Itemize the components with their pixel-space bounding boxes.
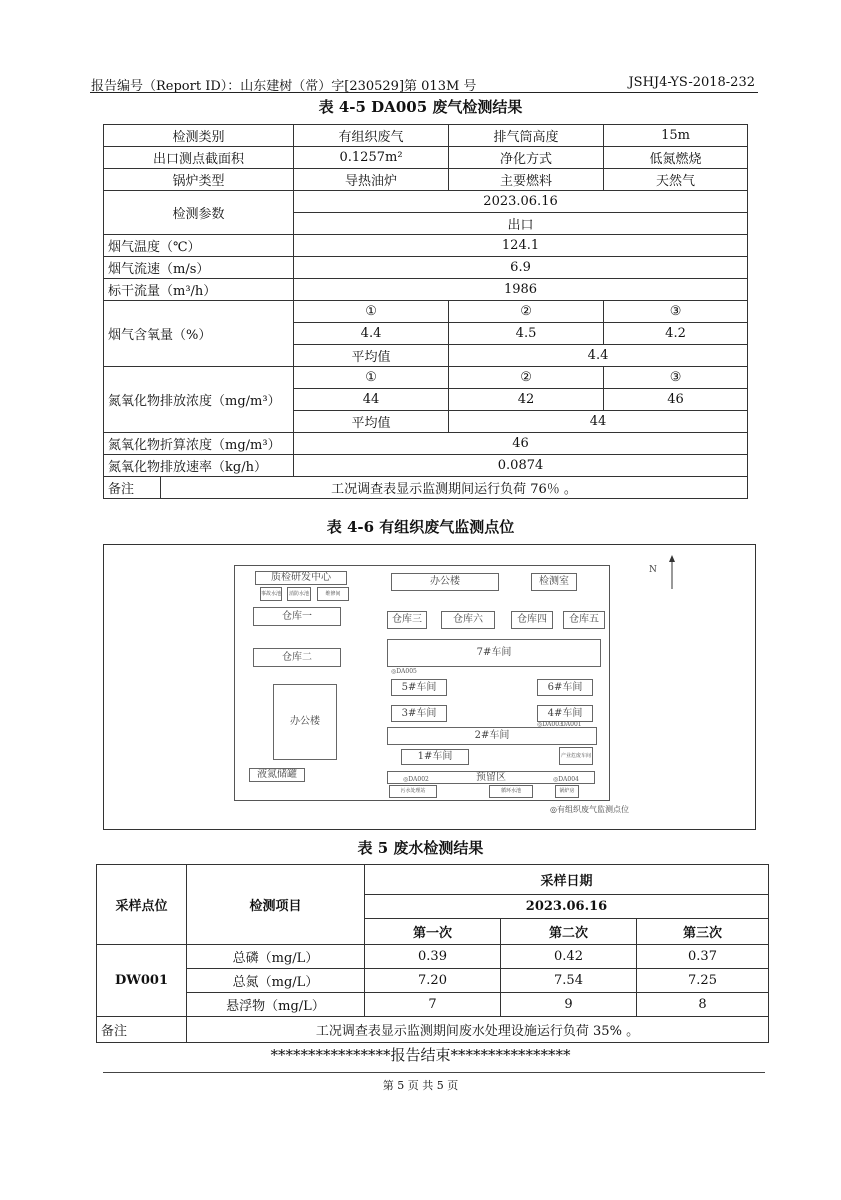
repair-room: 维修间 (317, 587, 349, 601)
avg-value: 44 (449, 411, 748, 433)
sampling-point: 出口 (294, 213, 748, 235)
da002-marker: ◎DA002 (403, 776, 429, 783)
sewage-station: 污水处理站 (389, 785, 437, 798)
cell-label: 排气筒高度 (449, 125, 604, 147)
cell-value: 天然气 (604, 169, 748, 191)
workshop-2: 2#车间 (387, 727, 597, 745)
workshop-6: 6#车间 (537, 679, 593, 696)
cell-label: 出口测点截面积 (104, 147, 294, 169)
hazardous-waste: 产业危废车间 (559, 747, 593, 765)
item-label: 总氮（mg/L） (187, 969, 365, 993)
item-value: 0.42 (501, 945, 637, 969)
note-label: 备注 (104, 477, 161, 499)
wastewater-table (96, 864, 769, 1043)
param-label: 检测参数 (104, 191, 294, 235)
da003-marker: ◎DA003 (537, 721, 563, 728)
fire-pool: 消防水池 (287, 587, 311, 601)
page-number: 第 5 页 共 5 页 (382, 1079, 459, 1092)
report-id: 报告编号（Report ID）：山东建树（常）字[230529]第 013M 号 (91, 79, 477, 94)
footer-rule (103, 1072, 765, 1073)
workshop-4: 4#车间 (537, 705, 593, 722)
warehouse-4: 仓库四 (511, 611, 553, 629)
run-value: 4.4 (294, 323, 449, 345)
row-value: 124.1 (294, 235, 748, 257)
item-value: 7.54 (501, 969, 637, 993)
run-index: ② (449, 301, 604, 323)
site-map (103, 544, 756, 830)
workshop-7: 7#车间 (387, 639, 601, 667)
north-label: N (649, 565, 657, 575)
header-run: 第二次 (501, 919, 637, 945)
run-index: ③ (604, 301, 748, 323)
warehouse-6: 仓库六 (441, 611, 495, 629)
table-5-caption: 表 5 废水检测结果 (357, 839, 484, 857)
row-value: 46 (294, 433, 748, 455)
note-label: 备注 (97, 1017, 187, 1043)
qc-center: 质检研发中心 (255, 571, 347, 585)
row-label: 烟气温度（℃） (104, 235, 294, 257)
da004-marker: ◎DA004 (553, 776, 579, 783)
row-label: 氮氧化物折算浓度（mg/m³） (104, 433, 294, 455)
item-label: 悬浮物（mg/L） (187, 993, 365, 1017)
header-run: 第一次 (365, 919, 501, 945)
header-run: 第三次 (637, 919, 769, 945)
cell-value: 低氮燃烧 (604, 147, 748, 169)
row-value: 0.0874 (294, 455, 748, 477)
row-value: 6.9 (294, 257, 748, 279)
reserved-area: 预留区 (387, 771, 595, 784)
site-boundary (234, 565, 610, 801)
warehouse-1: 仓库一 (253, 607, 341, 626)
office-top: 办公楼 (391, 573, 499, 591)
warehouse-3: 仓库三 (387, 611, 427, 629)
run-index: ② (449, 367, 604, 389)
item-value: 8 (637, 993, 769, 1017)
row-label: 氮氧化物排放速率（kg/h） (104, 455, 294, 477)
cell-label: 净化方式 (449, 147, 604, 169)
header-item: 检测项目 (187, 865, 365, 945)
cell-value: 15m (604, 125, 748, 147)
run-value: 44 (294, 389, 449, 411)
item-label: 总磷（mg/L） (187, 945, 365, 969)
run-index: ① (294, 301, 449, 323)
map-legend: ◎有组织废气监测点位 (550, 805, 629, 814)
item-value: 7 (365, 993, 501, 1017)
run-value: 42 (449, 389, 604, 411)
sampling-point: DW001 (97, 945, 187, 1017)
cell-label: 锅炉类型 (104, 169, 294, 191)
lab: 检测室 (531, 573, 577, 591)
da001-marker: DA001 (561, 721, 582, 728)
avg-value: 4.4 (449, 345, 748, 367)
item-value: 0.37 (637, 945, 769, 969)
da005-marker: ◎DA005 (391, 668, 417, 675)
note-text: 工况调查表显示监测期间废水处理设施运行负荷 35% 。 (187, 1017, 769, 1043)
item-value: 7.20 (365, 969, 501, 993)
table-4-6-caption: 表 4-6 有组织废气监测点位 (326, 518, 515, 536)
avg-label: 平均值 (294, 345, 449, 367)
table-4-5-caption: 表 4-5 DA005 废气检测结果 (318, 98, 523, 116)
boiler-room: 锅炉房 (555, 785, 579, 798)
row-label: 烟气含氧量（%） (104, 301, 294, 367)
cell-label: 主要燃料 (449, 169, 604, 191)
form-code: JSHJ4-YS-2018-232 (628, 75, 755, 90)
run-index: ① (294, 367, 449, 389)
header-rule (90, 92, 758, 93)
circulating-pool: 循环水池 (489, 785, 533, 798)
header-date: 2023.06.16 (365, 895, 769, 919)
exhaust-gas-table (103, 124, 748, 499)
run-index: ③ (604, 367, 748, 389)
row-label: 烟气流速（m/s） (104, 257, 294, 279)
item-value: 0.39 (365, 945, 501, 969)
workshop-1: 1#车间 (401, 749, 469, 765)
note-text: 工况调查表显示监测期间运行负荷 76％ 。 (161, 477, 748, 499)
avg-label: 平均值 (294, 411, 449, 433)
workshop-5: 5#车间 (391, 679, 447, 696)
north-arrow-icon (666, 555, 678, 589)
office-left: 办公楼 (273, 684, 337, 760)
cell-value: 导热油炉 (294, 169, 449, 191)
cell-value: 有组织废气 (294, 125, 449, 147)
item-value: 9 (501, 993, 637, 1017)
workshop-3: 3#车间 (391, 705, 447, 722)
row-label: 标干流量（m³/h） (104, 279, 294, 301)
liquid-nitrogen-tank: 液氮储罐 (249, 768, 305, 782)
run-value: 46 (604, 389, 748, 411)
warehouse-5: 仓库五 (563, 611, 605, 629)
cell-value: 0.1257m² (294, 147, 449, 169)
item-value: 7.25 (637, 969, 769, 993)
run-value: 4.2 (604, 323, 748, 345)
row-value: 1986 (294, 279, 748, 301)
cell-label: 检测类别 (104, 125, 294, 147)
run-value: 4.5 (449, 323, 604, 345)
warehouse-2: 仓库二 (253, 648, 341, 667)
header-point: 采样点位 (97, 865, 187, 945)
report-end-line: ****************报告结束**************** (270, 1046, 571, 1064)
row-label: 氮氧化物排放浓度（mg/m³） (104, 367, 294, 433)
header-date-label: 采样日期 (365, 865, 769, 895)
sampling-date: 2023.06.16 (294, 191, 748, 213)
accident-pool: 事故水池 (260, 587, 282, 601)
